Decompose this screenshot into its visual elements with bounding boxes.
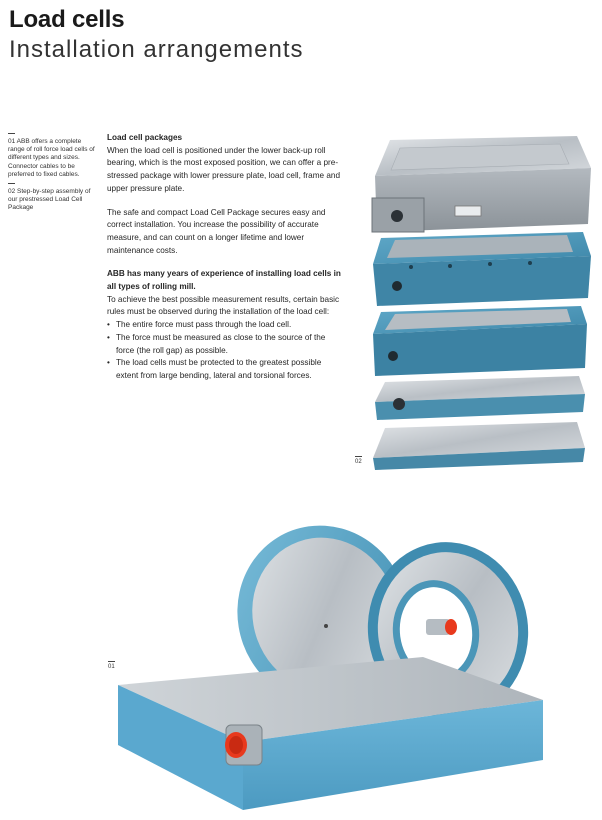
load-cell-package-assembly-image [355, 128, 595, 473]
section-heading-experience: ABB has many years of experience of installing load cells in all types of rolling mill. [107, 269, 341, 292]
list-item: • The load cells must be protected to the greatest possible extent from large bending, lateral and torsional forces. [107, 357, 345, 382]
caption-02: 02 Step-by-step assembly of our prestressed Load Cell Package [8, 188, 91, 212]
figure-02-label: 02 [355, 456, 362, 465]
section-heading-packages: Load cell packages [107, 133, 183, 142]
list-item: • The force must be measured as close to the source of the force (the roll gap) as possible. [107, 332, 345, 357]
page-subtitle: Installation arrangements [9, 36, 304, 63]
caption-divider [8, 183, 15, 184]
paragraph-compact: The safe and compact Load Cell Package secures easy and correct installation. You increase the possibility of accurate measure, and can count on a longer lifetime and lower maintenance costs. [107, 207, 326, 255]
list-item: • The entire force must pass through the load cell. [107, 319, 345, 332]
article-body [107, 132, 345, 383]
paragraph-packages: When the load cell is positioned under the lower back-up roll bearing, which is the most exposed position, we can offer a pre-stressed package with lower pressure plate, load cell, frame and upper pressure plate. [107, 145, 341, 193]
caption-01: 01 ABB offers a complete range of roll force load cells of different types and sizes. Connector cables to be preferred to fixed cables. [8, 138, 95, 178]
figure-captions [8, 133, 98, 217]
load-cell-range-image [118, 520, 543, 810]
figure-01-label: 01 [108, 661, 115, 670]
caption-divider [8, 133, 15, 134]
rules-list [107, 319, 345, 383]
page-title: Load cells [9, 6, 125, 33]
paragraph-rules: To achieve the best possible measurement results, certain basic rules must be observed during the installation of the load cell: [107, 294, 340, 317]
